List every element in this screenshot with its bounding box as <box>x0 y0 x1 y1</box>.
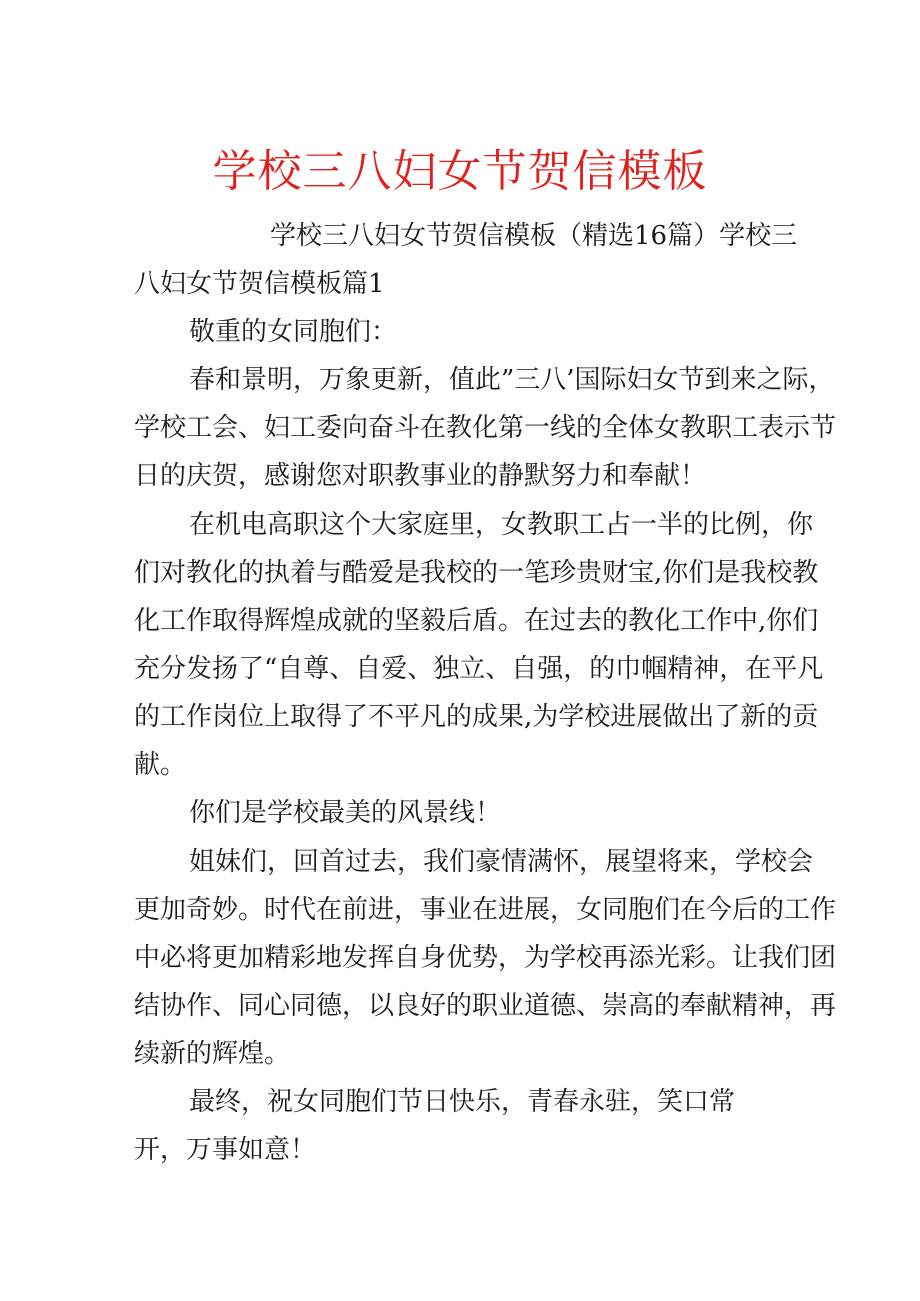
paragraph-line: 姐妹们，回首过去，我们豪情满怀，展望将来，学校会 <box>189 847 814 877</box>
paragraph-line: 结协作、同心同德，以良好的职业道德、崇高的奉献精神，再 <box>134 991 837 1021</box>
paragraph-line: 最终，祝女同胞们节日快乐，青春永驻，笑口常 <box>189 1087 736 1117</box>
paragraph-line: 春和景明，万象更新，值此”三八’国际妇女节到来之际， <box>189 365 835 395</box>
paragraph-line: 你们是学校最美的风景线！ <box>189 798 502 828</box>
paragraph-line: 续新的辉煌。 <box>134 1039 291 1069</box>
paragraph-line: 中必将更加精彩地发挥自身优势，为学校再添光彩。让我们团 <box>134 943 837 973</box>
subtitle-line-1: 学校三八妇女节贺信模板（精选16篇）学校三 <box>270 221 798 251</box>
greeting: 敬重的女同胞们： <box>189 317 398 347</box>
paragraph-line: 化工作取得辉煌成就的坚毅后盾。在过去的教化工作中,你们 <box>134 606 819 636</box>
paragraph-line: 充分发扬了“自尊、自爱、独立、自强，的巾帼精神，在平凡 <box>134 654 824 684</box>
paragraph-line: 的工作岗位上取得了不平凡的成果,为学校进展做出了新的贡 <box>134 702 819 732</box>
paragraph-line: 开，万事如意！ <box>134 1135 317 1165</box>
document-title: 学校三八妇女节贺信模板 <box>212 146 708 197</box>
paragraph-line: 更加奇妙。时代在前进，事业在进展，女同胞们在今后的工作 <box>134 895 837 925</box>
paragraph-line: 献。 <box>134 750 187 780</box>
paragraph-line: 学校工会、妇工委向奋斗在教化第一线的全体女教职工表示节 <box>134 413 837 443</box>
paragraph-line: 在机电高职这个大家庭里，女教职工占一半的比例，你 <box>189 510 814 540</box>
paragraph-line: 们对教化的执着与酷爱是我校的一笔珍贵财宝,你们是我校教 <box>134 558 819 588</box>
subtitle-line-2: 八妇女节贺信模板篇1 <box>134 269 385 299</box>
paragraph-line: 日的庆贺，感谢您对职教事业的静默努力和奉献！ <box>134 461 707 491</box>
